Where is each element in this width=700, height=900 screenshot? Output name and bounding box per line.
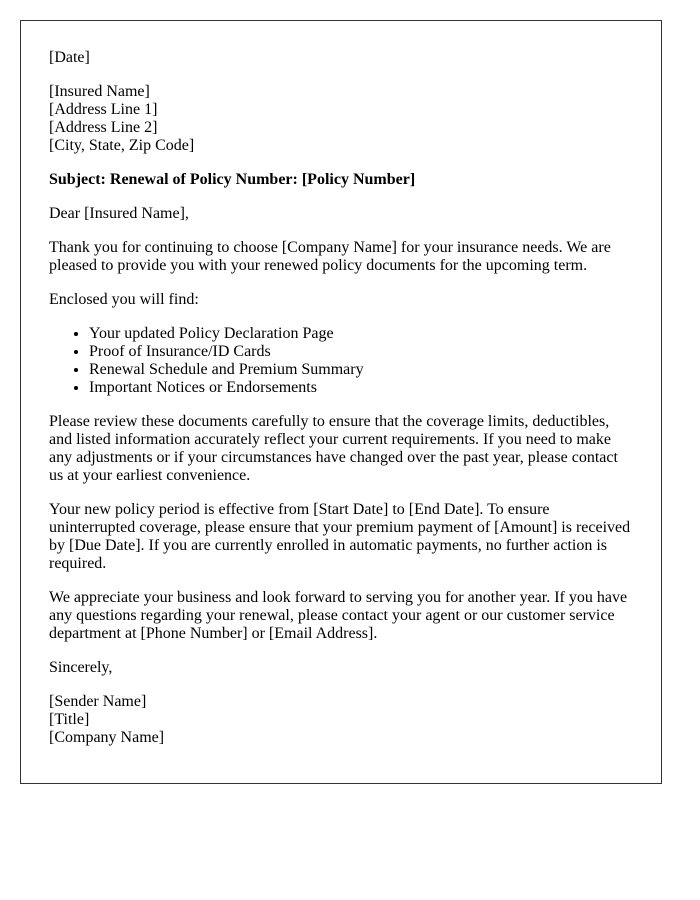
enclosure-item: • Renewal Schedule and Premium Summary: [89, 361, 633, 379]
enclosed-heading: Enclosed you will find:: [49, 291, 199, 308]
intro-paragraph: Thank you for continuing to choose [Company Name] for your insurance needs. We are pleased to provide you with your renewed policy documents for the upcoming term.: [49, 239, 611, 274]
sign-off: Sincerely,: [49, 659, 113, 676]
closing-paragraph: We appreciate your business and look forward to serving you for another year. If you have any questions regarding your renewal, please contact your agent or our customer service department at [Phone Number] or [Email Address].: [49, 589, 628, 642]
recipient-name: [Insured Name]: [49, 83, 150, 100]
recipient-city-state-zip: [City, State, Zip Code]: [49, 137, 195, 154]
letter-date: [Date]: [49, 49, 90, 66]
sender-name: [Sender Name]: [49, 693, 147, 710]
review-paragraph: Please review these documents carefully to ensure that the coverage limits, deductibles, and listed information accurately reflect your current requirements. If you need to make any adjustments or if your circumstances have changed over the past year, please contact us at your earliest convenience.: [49, 413, 618, 484]
recipient-address-line-1: [Address Line 1]: [49, 101, 158, 118]
enclosures-list: [49, 325, 633, 397]
letter-subject: Subject: Renewal of Policy Number: [Policy Number]: [49, 171, 416, 188]
sender-signature-block: [49, 693, 633, 747]
recipient-address-line-2: [Address Line 2]: [49, 119, 158, 136]
enclosure-item: • Proof of Insurance/ID Cards: [89, 343, 633, 361]
salutation: Dear [Insured Name],: [49, 205, 189, 222]
letter-document: [20, 20, 662, 784]
recipient-address-block: [49, 83, 633, 155]
enclosure-item: • Important Notices or Endorsements: [89, 379, 633, 397]
policy-period-paragraph: Your new policy period is effective from [Start Date] to [End Date]. To ensure uninterrupted coverage, please ensure that your premium payment of [Amount] is received by [Due Date]. If you are currently enrolled in automatic payments, no further action is required.: [49, 501, 631, 572]
sender-company: [Company Name]: [49, 729, 165, 746]
enclosure-item: • Your updated Policy Declaration Page: [89, 325, 633, 343]
sender-title: [Title]: [49, 711, 90, 728]
